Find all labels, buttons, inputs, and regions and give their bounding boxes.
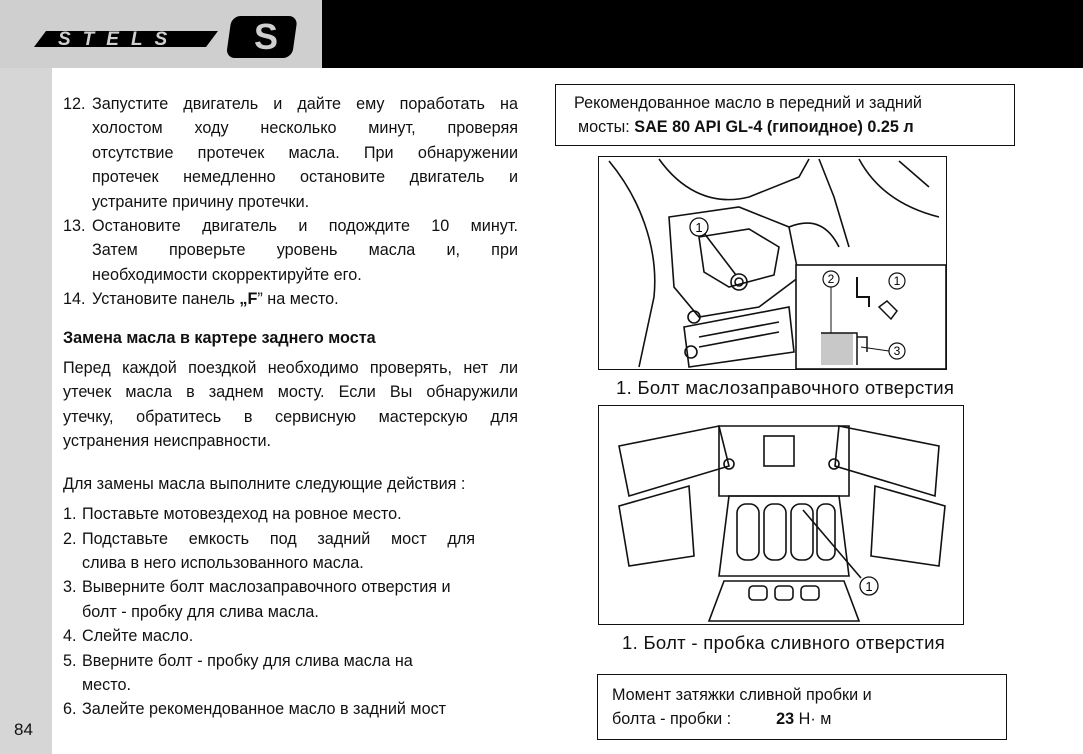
proc-step-6: 6. Залейте рекомендованное масло в задний мост <box>63 700 447 719</box>
drain-plug-illustration <box>599 406 964 625</box>
figure1-caption: 1. Болт маслозаправочного отверстия <box>616 377 955 398</box>
step-13-line1: 13. Остановите двигатель и подождите 10 минут. <box>63 217 518 236</box>
proc-step-5-cont: место. <box>82 675 131 694</box>
figure-fill-bolt <box>598 156 947 370</box>
proc-step-2: 2. Подставьте емкость под задний мост для <box>63 529 475 548</box>
torque-box <box>597 674 1007 740</box>
recommended-oil-box <box>555 84 1015 146</box>
proc-step-4: 4. Слейте масло. <box>63 627 194 646</box>
section-heading: Замена масла в картере заднего моста <box>63 328 376 347</box>
step-14: 14. Установите панель „F” на место. <box>63 290 339 309</box>
proc-step-3: 3. Выверните болт маслозаправочного отверстия и <box>63 578 451 597</box>
step-12-line2: холостом ходу несколько минут, проверяя <box>92 119 518 138</box>
figure2-caption: 1. Болт - пробка сливного отверстия <box>622 632 946 653</box>
callout-1-marker <box>690 218 708 236</box>
proc-step-1: 1. Поставьте мотовездеход на ровное место. <box>63 505 402 524</box>
torque-line1: Момент затяжки сливной пробки и <box>612 686 872 704</box>
rec-line2: мосты: SAE 80 API GL-4 (гипоидное) 0.25 л <box>578 118 914 136</box>
page-number: 84 <box>14 720 33 739</box>
torque-value: 23 <box>776 710 795 728</box>
torque-unit: Н· м <box>794 710 832 728</box>
fill-bolt-illustration <box>599 157 947 370</box>
para-line1: Перед каждой поездкой необходимо проверять, нет ли <box>63 359 518 378</box>
svg-text:1: 1 <box>865 579 873 594</box>
step-12-line1: 12. Запустите двигатель и дайте ему поработать на <box>63 95 518 113</box>
brand-logo <box>0 0 322 68</box>
svg-text:3: 3 <box>893 344 901 358</box>
stels-logo-graphic <box>0 0 322 68</box>
proc-step-2-cont: слива в него использованного масла. <box>82 553 364 572</box>
torque-line2: болта - пробки : 23 Н· м <box>612 710 832 728</box>
callout-1-marker <box>860 577 878 595</box>
logo-wordmark: STELS <box>58 29 180 50</box>
inset-detail <box>796 265 946 369</box>
svg-text:1: 1 <box>893 274 901 288</box>
proc-step-3-cont: болт - пробку для слива масла. <box>82 602 319 621</box>
step-12-line3: отсутствие протечек масла. При обнаружении <box>92 143 518 162</box>
rec-line1: Рекомендованное масло в передний и задний <box>574 94 922 112</box>
step-12-line4: протечек немедленно остановите двигатель и <box>92 168 518 187</box>
callout-3-marker <box>889 343 905 359</box>
step-13-line3: необходимости скорректируйте его. <box>92 265 362 284</box>
para-line4: устранения неисправности. <box>63 432 272 451</box>
procedure-list <box>63 502 518 722</box>
left-column <box>63 92 518 722</box>
step-12-line5: устраните причину протечки. <box>92 192 310 211</box>
para-line2: утечек масла в заднем мосту. Если Вы обнаружили <box>63 383 518 402</box>
intro-text: Для замены масла выполните следующие действия : <box>63 474 466 493</box>
callout-2-marker <box>823 271 839 287</box>
figure-drain-plug <box>598 405 964 625</box>
oil-spec: SAE 80 API GL-4 (гипоидное) 0.25 л <box>634 118 914 136</box>
logo-mark: S <box>254 16 279 57</box>
proc-step-5: 5. Вверните болт - пробку для слива масла на <box>63 651 413 670</box>
step-13-line2: Затем проверьте уровень масла и, при <box>92 241 518 260</box>
para-line3: утечку, обратитесь в сервисную мастерскую для <box>63 407 518 426</box>
callout-1-inset-marker <box>889 273 905 289</box>
svg-text:2: 2 <box>827 272 835 286</box>
svg-text:1: 1 <box>695 220 703 235</box>
side-strip <box>0 68 52 754</box>
